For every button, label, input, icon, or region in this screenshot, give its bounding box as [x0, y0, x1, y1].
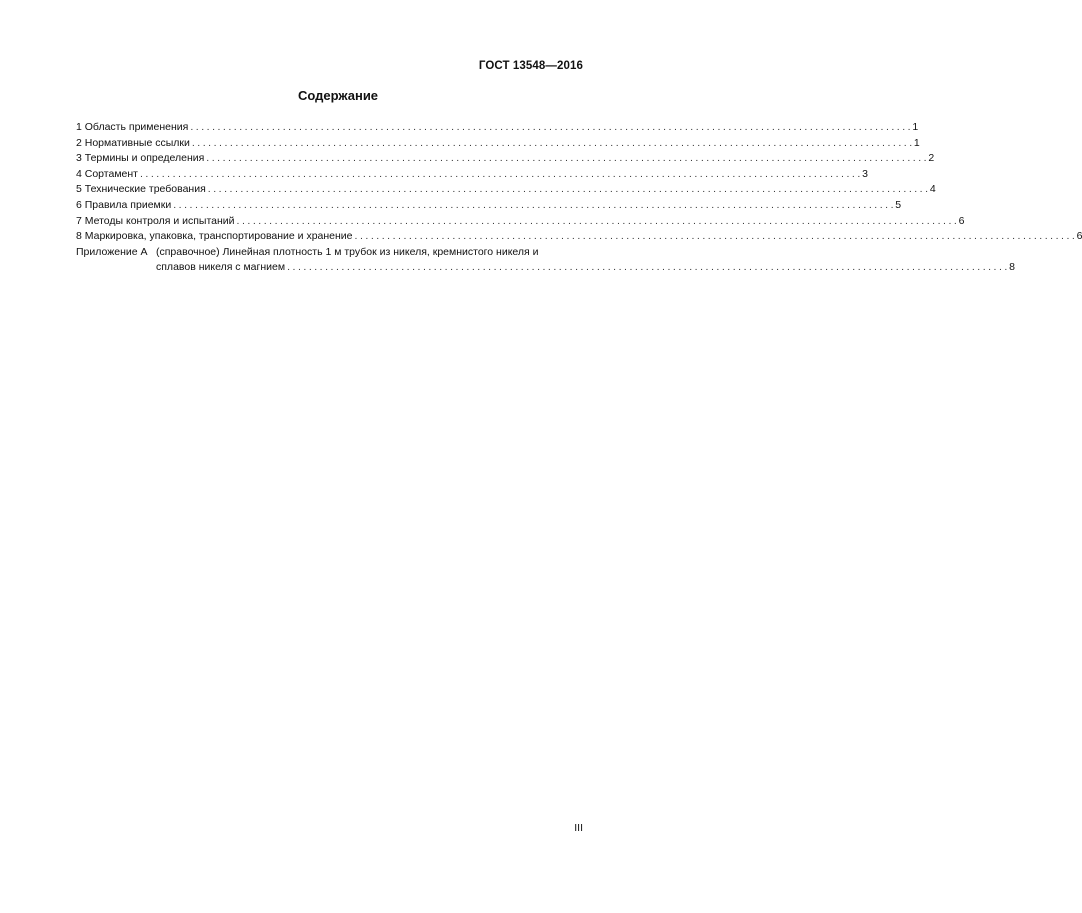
- toc-entry-page: 8: [1009, 261, 1015, 274]
- toc-entry-page: 6: [958, 214, 965, 227]
- toc-entry-page: 5: [895, 198, 902, 211]
- dot-leader: [190, 120, 910, 136]
- dot-leader: [208, 182, 928, 198]
- toc-entry-page: 3: [862, 167, 868, 180]
- appendix-prefix: Приложение А: [76, 245, 148, 258]
- appendix-title-label: сплавов никеля с магнием: [156, 261, 286, 274]
- appendix-body: [156, 245, 1015, 276]
- toc-entry-6[interactable]: [76, 198, 902, 214]
- dot-leader: [355, 229, 1075, 245]
- toc-entry-appendix-a[interactable]: [76, 245, 1015, 276]
- toc-entry-label: 7 Методы контроля и испытаний: [76, 214, 235, 227]
- toc-entry-label: 3 Термины и определения: [76, 152, 205, 165]
- toc-entry-4[interactable]: [76, 167, 868, 183]
- toc-entry-page: 2: [928, 152, 935, 165]
- document-code: ГОСТ 13548—2016: [478, 60, 583, 72]
- toc-entry-label: 5 Технические требования: [76, 183, 206, 196]
- toc-entry-label: 8 Маркировка, упаковка, транспортирование и хранение: [76, 230, 353, 243]
- toc-entry-label: 2 Нормативные ссылки: [76, 136, 190, 149]
- dot-leader: [237, 214, 957, 230]
- toc-entry-5[interactable]: [76, 182, 936, 198]
- appendix-title-line2: [156, 260, 1015, 276]
- appendix-title-line1: (справочное) Линейная плотность 1 м трубок из никеля, кремнистого никеля и: [156, 245, 539, 258]
- dot-leader: [140, 167, 860, 183]
- page-number: III: [574, 822, 583, 834]
- toc-entry-page: 1: [912, 121, 919, 133]
- toc-entry-page: 6: [1076, 230, 1082, 243]
- toc-entry-label: 6 Правила приемки: [76, 198, 172, 211]
- toc-entry-page: 4: [929, 183, 936, 196]
- toc-entry-label: 4 Сортамент: [76, 167, 138, 180]
- toc-title: Содержание: [297, 88, 379, 103]
- toc-entry-3[interactable]: [76, 151, 935, 167]
- toc-entry-page: 1: [913, 136, 920, 149]
- toc-entry-8[interactable]: [76, 229, 1082, 245]
- toc-entry-2[interactable]: [76, 136, 920, 152]
- table-of-contents: [76, 120, 1082, 276]
- toc-entry-1[interactable]: [76, 120, 919, 136]
- dot-leader: [287, 260, 1007, 276]
- toc-entry-7[interactable]: [76, 214, 965, 230]
- toc-entry-label: 1 Область применения: [76, 121, 189, 133]
- dot-leader: [173, 198, 893, 214]
- dot-leader: [206, 151, 926, 167]
- dot-leader: [192, 136, 912, 152]
